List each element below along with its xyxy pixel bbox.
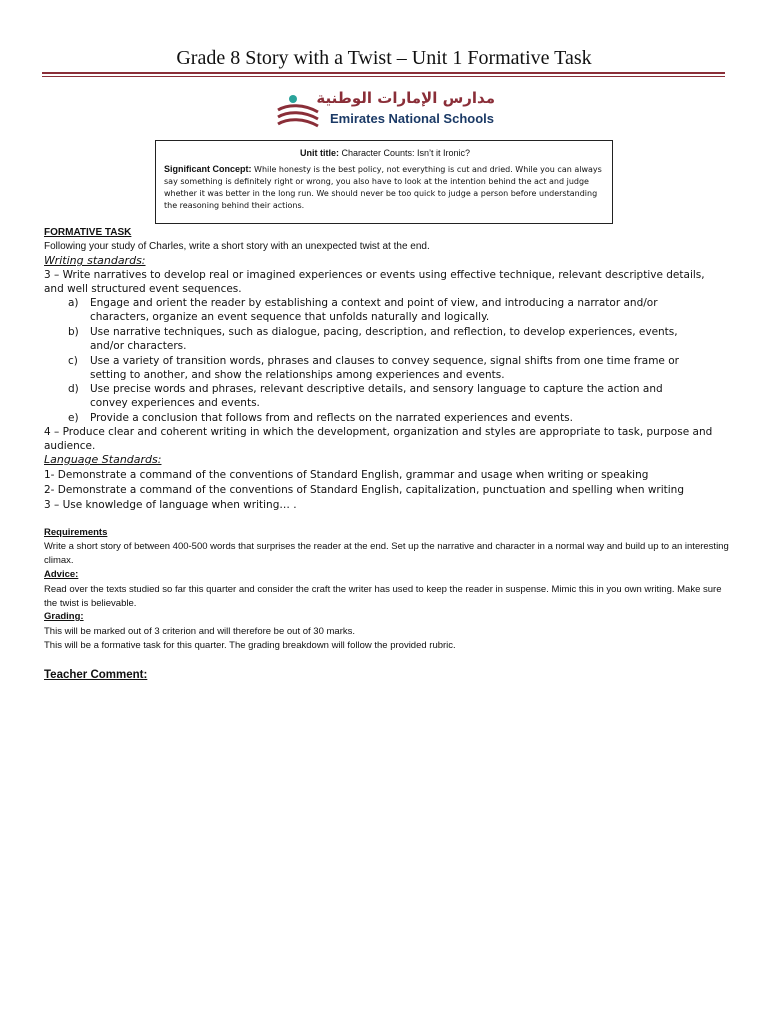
requirements-heading: Requirements	[44, 527, 108, 538]
writing-standard-3: 3 – Write narratives to develop real or imagined experiences or events using effective technique, relevant descriptive details, and well structured event sequences.	[44, 269, 705, 295]
formative-task-heading: FORMATIVE TASK	[44, 227, 132, 238]
grading-line-1: This will be marked out of 3 criterion and will therefore be out of 30 marks.	[44, 626, 356, 637]
page-title: Grade 8 Story with a Twist – Unit 1 Formative Task	[176, 47, 592, 69]
unit-title	[156, 148, 614, 158]
language-standard-1: 1- Demonstrate a command of the conventions of Standard English, grammar and usage when writing or speaking	[44, 469, 649, 481]
list-item: c) Use a variety of transition words, phrases and clauses to convey sequence, signal shifts from one time frame or setting to another, and show the relationships among experiences and events.	[68, 355, 679, 381]
list-item: a) Engage and orient the reader by establishing a context and point of view, and introducing a narrator and/or characters, organize an event sequence that unfolds naturally and logically.	[68, 297, 658, 323]
advice-heading: Advice:	[44, 569, 79, 580]
formative-task-intro: Following your study of Charles, write a short story with an unexpected twist at the end.	[44, 241, 430, 252]
grading-heading: Grading:	[44, 611, 84, 622]
advice-text: Read over the texts studied so far this quarter and consider the craft the writer has used to keep the reader in suspense. Mimic this in you own writing. Make sure the twist is believable.	[44, 584, 722, 609]
logo-english-name: Emirates National Schools	[330, 111, 494, 126]
writing-standards-heading: Writing standards:	[44, 254, 146, 267]
language-standard-3: 3 – Use knowledge of language when writing… .	[44, 499, 297, 511]
concept-text: While honesty is the best policy, not everything is cut and dried. While you can always say something is definitely right or wrong, you also have to look at the intention behind the act and judge whether it was better in the long run. We should never be too quick to judge a person before understanding the reasoning behind their actions.	[164, 165, 602, 210]
language-standard-2: 2- Demonstrate a command of the conventions of Standard English, capitalization, punctuation and spelling when writing	[44, 484, 684, 496]
writing-standard-4: 4 – Produce clear and coherent writing in which the development, organization and styles are appropriate to task, purpose and audience.	[44, 426, 713, 452]
significant-concept	[164, 163, 608, 212]
logo-arabic-name: مدارس الإمارات الوطنية	[316, 89, 495, 107]
list-item: e) Provide a conclusion that follows from and reflects on the narrated experiences and events.	[68, 412, 573, 424]
concept-label: Significant Concept:	[164, 164, 252, 174]
teacher-comment-heading: Teacher Comment:	[44, 669, 148, 681]
title-rule-thin	[42, 76, 725, 77]
unit-title-label: Unit title:	[299, 148, 339, 158]
unit-info-box	[155, 140, 613, 224]
list-item: b) Use narrative techniques, such as dialogue, pacing, description, and reflection, to develop experiences, events, and/or characters.	[68, 326, 678, 352]
list-item: d) Use precise words and phrases, relevant descriptive details, and sensory language to capture the action and convey experiences and events.	[68, 383, 663, 409]
title-rule	[42, 72, 725, 74]
requirements-text: Write a short story of between 400-500 words that surprises the reader at the end. Set up the narrative and character in a normal way and build up to an interesting climax.	[44, 541, 729, 566]
unit-title-value: Character Counts: Isn’t it Ironic?	[338, 148, 471, 158]
grading-line-2: This will be a formative task for this quarter. The grading breakdown will follow the provided rubric.	[44, 640, 456, 651]
language-standards-heading: Language Standards:	[44, 453, 162, 466]
